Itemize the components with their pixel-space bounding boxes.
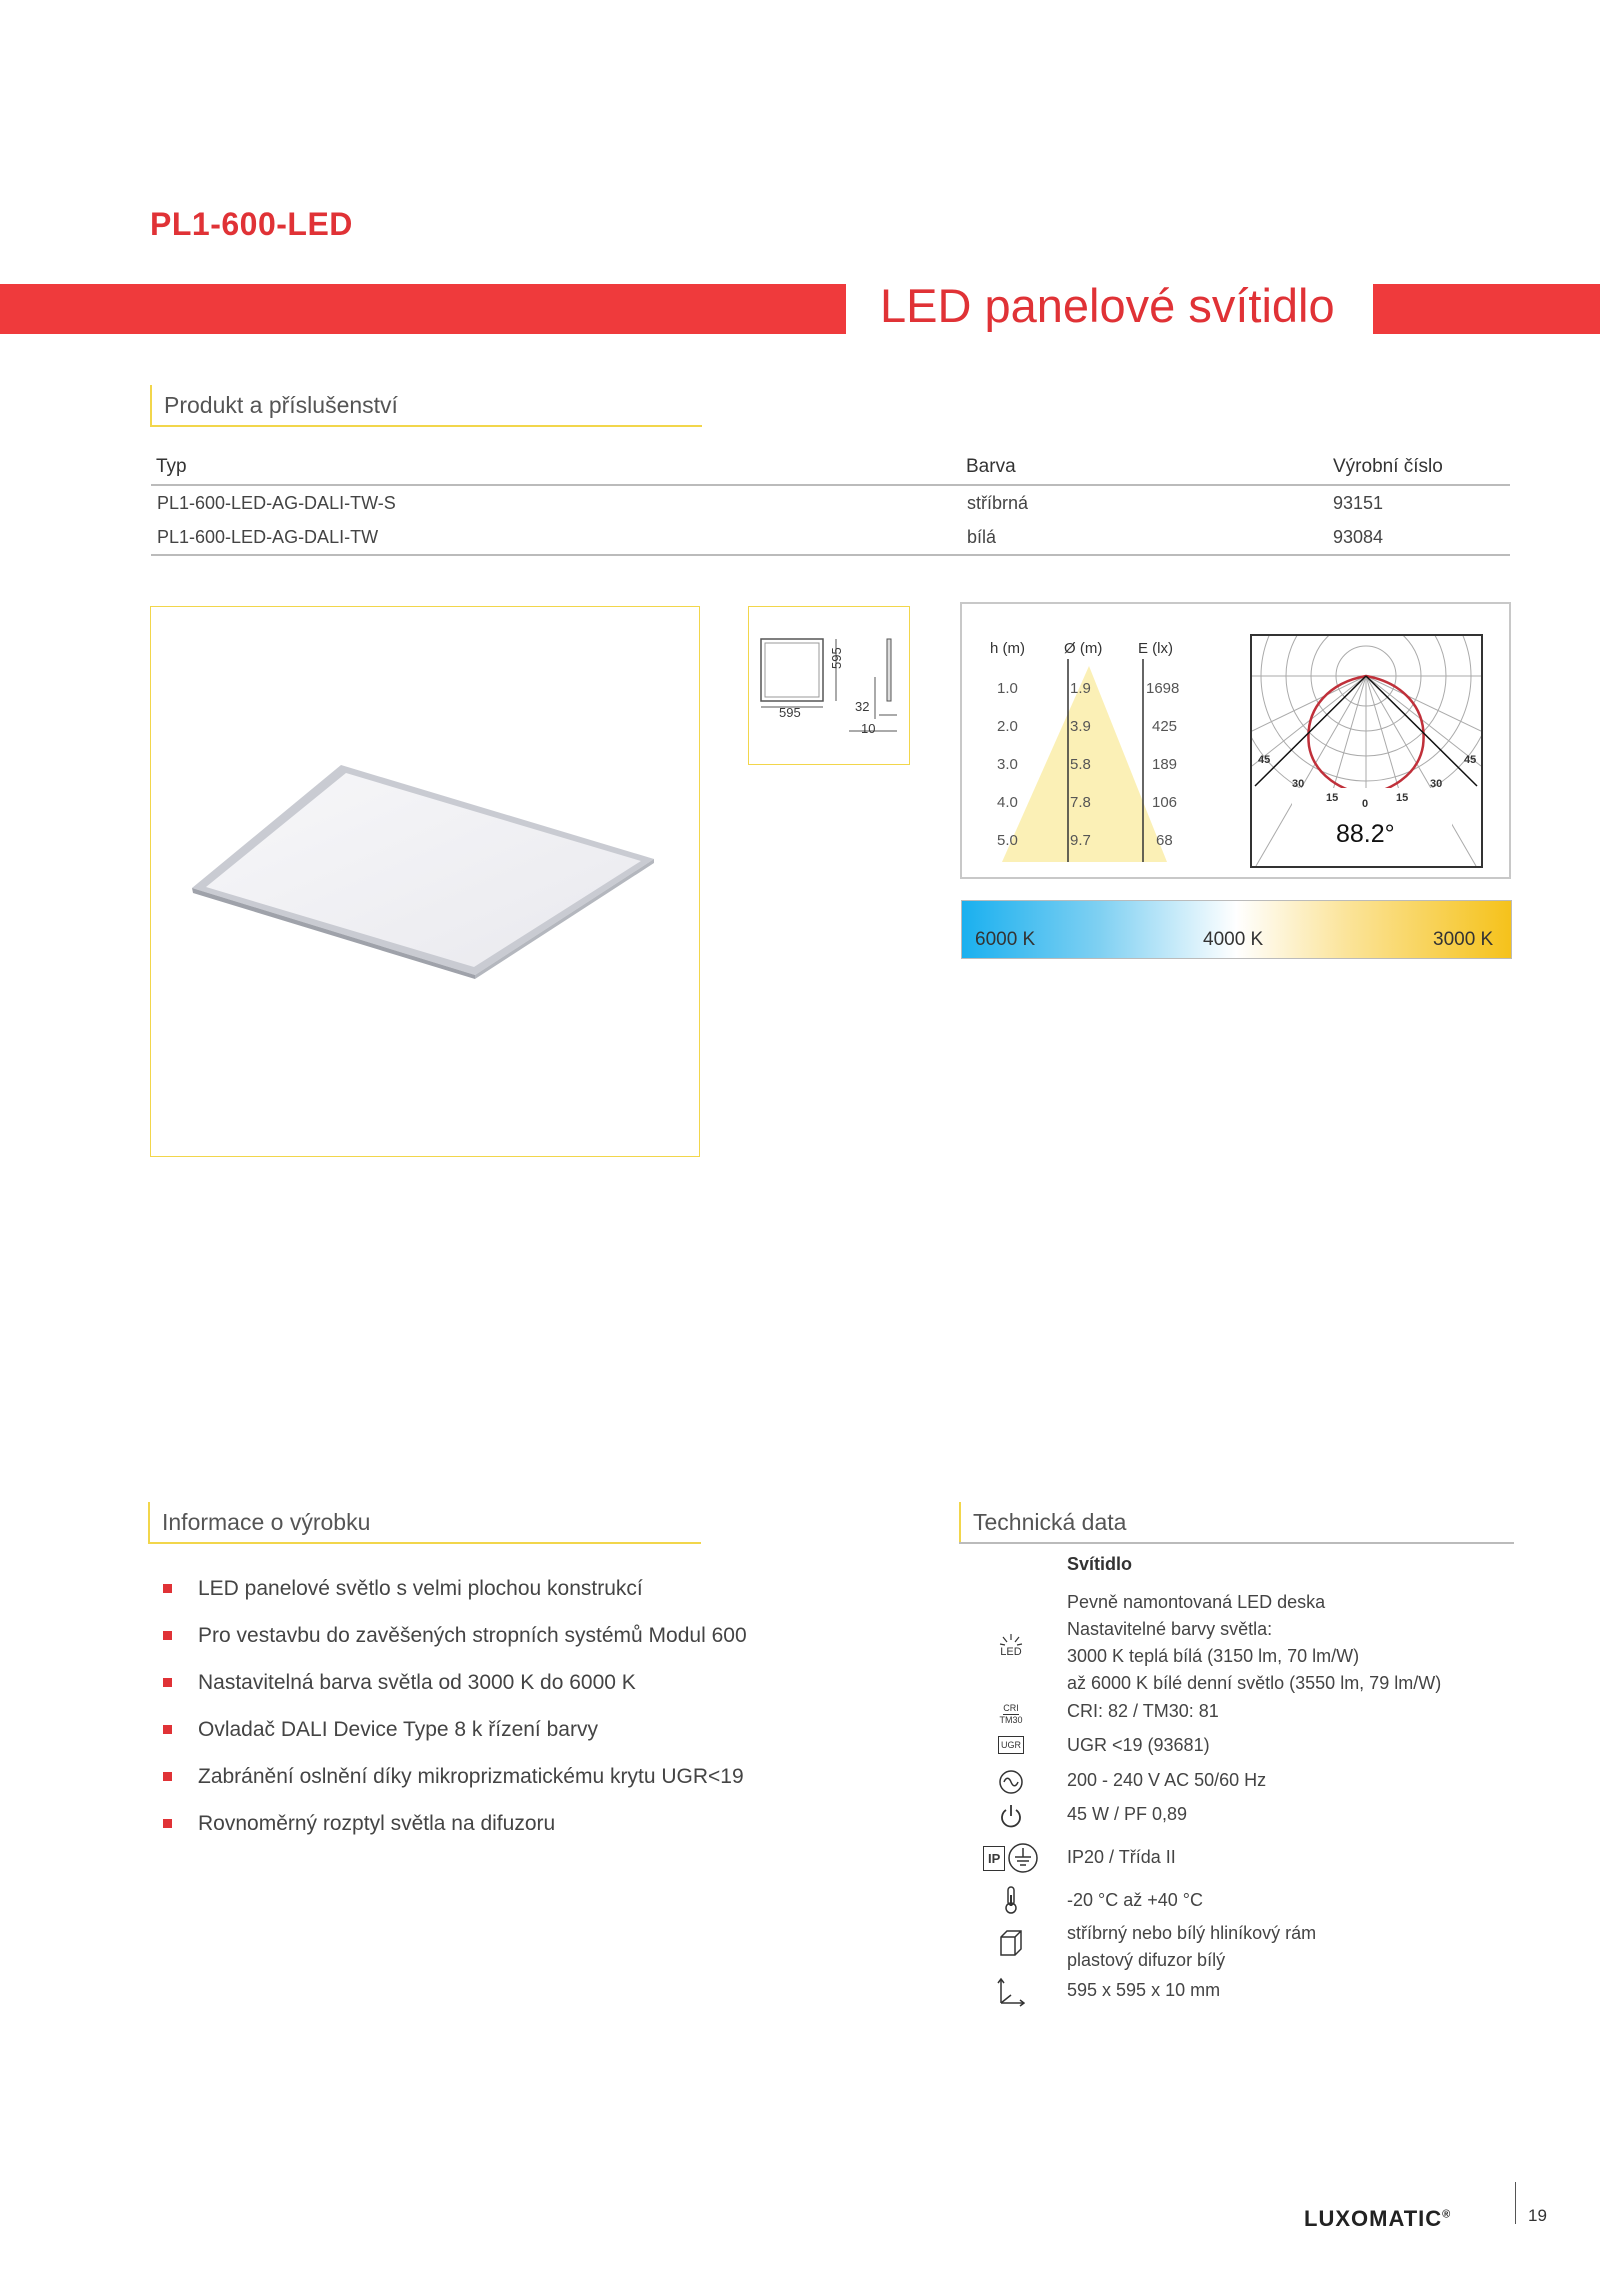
col-header-number: Výrobní číslo (1333, 456, 1443, 477)
polar-label: 15 (1326, 792, 1339, 804)
dim-depth-label: 10 (861, 721, 876, 736)
info-section-header (148, 1502, 701, 1544)
light-cell: 106 (1152, 794, 1178, 811)
light-cell: 2.0 (997, 718, 1018, 735)
light-cell: 3.0 (997, 756, 1018, 773)
info-heading: Informace o výrobku (148, 1502, 701, 1542)
tech-led-line: 3000 K teplá bílá (3150 lm, 70 lm/W) (1067, 1646, 1360, 1666)
ugr-icon (996, 1733, 1026, 1757)
red-bar-left (0, 284, 846, 334)
table-row (982, 794, 1202, 832)
table-header-row (151, 450, 1510, 486)
table-row (151, 520, 1510, 556)
tech-material-line: plastový difuzor bílý (1067, 1950, 1226, 1970)
ip-icon-label: IP (983, 1846, 1005, 1871)
led-icon (996, 1628, 1026, 1664)
brand-name: LUXOMATIC (1304, 2206, 1443, 2231)
tech-subheading: Svítidlo (1067, 1554, 1133, 1574)
class-ii-icon (1007, 1842, 1039, 1874)
tech-temperature: -20 °C až +40 °C (1067, 1890, 1203, 1910)
ugr-icon-label: UGR (998, 1736, 1024, 1754)
light-cell: 4.0 (997, 794, 1018, 811)
light-col-e: E (lx) (1138, 640, 1173, 657)
polar-label: 0 (1362, 798, 1369, 810)
polar-label: 30 (1430, 778, 1443, 790)
tech-material-block (1067, 1920, 1316, 1974)
light-cell: 1698 (1146, 680, 1180, 697)
product-photo (150, 606, 700, 1157)
products-heading: Produkt a příslušenství (150, 385, 702, 425)
tech-cri: CRI: 82 / TM30: 81 (1067, 1701, 1219, 1721)
light-distribution-panel (960, 602, 1511, 879)
cct-gradient-bar (961, 900, 1512, 959)
bullet-text: Pro vestavbu do zavěšených stropních systémů Modul 600 (198, 1624, 747, 1647)
led-rays (999, 1634, 1023, 1646)
light-cell: 189 (1152, 756, 1178, 773)
tm30-icon-label: TM30 (999, 1714, 1023, 1725)
brand-registered: ® (1442, 2208, 1452, 2221)
page-title: LED panelové svítidlo (880, 279, 1335, 332)
tech-section-header (959, 1502, 1514, 1544)
light-table-header (980, 640, 1200, 670)
led-icon-label: LED (1000, 1646, 1022, 1658)
bullet-text: LED panelové světlo s velmi plochou konstrukcí (198, 1577, 643, 1600)
cell-number: 93084 (1333, 527, 1384, 547)
bullet-text: Nastavitelná barva světla od 3000 K do 6000 K (198, 1671, 636, 1694)
tech-material-line: stříbrný nebo bílý hliníkový rám (1067, 1923, 1317, 1943)
tech-led-block (1067, 1589, 1441, 1697)
cell-number: 93151 (1333, 493, 1384, 513)
light-cell: 68 (1156, 832, 1173, 849)
tech-voltage: 200 - 240 V AC 50/60 Hz (1067, 1770, 1267, 1790)
light-col-h: h (m) (990, 640, 1025, 657)
cri-icon-label: CRI (1003, 1702, 1019, 1713)
cell-type: PL1-600-LED-AG-DALI-TW-S (157, 493, 396, 513)
bullet-text: Rovnoměrný rozptyl světla na difuzoru (198, 1812, 556, 1835)
tech-ip: IP20 / Třída II (1067, 1847, 1176, 1867)
table-row (982, 832, 1202, 870)
products-heading-line (150, 425, 702, 427)
light-table-body (982, 680, 1202, 870)
col-header-color: Barva (966, 456, 1016, 477)
brand-logo (1304, 2206, 1451, 2232)
tech-size: 595 x 595 x 10 mm (1067, 1980, 1221, 2000)
tech-led-line: až 6000 K bílé denní světlo (3550 lm, 79 lm/W) (1067, 1673, 1442, 1693)
ip-class-icon (983, 1842, 1047, 1874)
cri-icon (996, 1700, 1026, 1728)
cct-cold-label: 6000 K (975, 929, 1036, 950)
red-bar-right (1373, 284, 1600, 334)
table-row (982, 680, 1202, 718)
bullet-icon (163, 1631, 172, 1640)
light-cell: 3.9 (1070, 718, 1091, 735)
bullet-icon (163, 1678, 172, 1687)
tech-ugr: UGR <19 (93681) (1067, 1735, 1210, 1755)
table-row (982, 718, 1202, 756)
info-heading-line (148, 1542, 701, 1544)
cell-color: stříbrná (967, 493, 1029, 513)
tech-heading-line (959, 1542, 1514, 1544)
light-table (980, 640, 1200, 670)
polar-diagram (1250, 634, 1483, 868)
bullet-icon (163, 1819, 172, 1828)
polar-label: 45 (1464, 754, 1477, 766)
light-cell: 5.8 (1070, 756, 1091, 773)
tech-heading: Technická data (959, 1502, 1514, 1542)
light-cell: 425 (1152, 718, 1178, 735)
cell-color: bílá (967, 527, 997, 547)
cct-warm-label: 3000 K (1433, 929, 1494, 950)
dim-width-label: 595 (779, 705, 801, 720)
dim-height-label: 595 (829, 647, 844, 669)
led-panel-image (151, 607, 698, 1155)
power-icon (996, 1802, 1026, 1830)
cct-mid-label: 4000 K (1203, 929, 1264, 950)
bullet-icon (163, 1725, 172, 1734)
dim-frame-label: 32 (855, 699, 870, 714)
dimension-drawing (748, 606, 910, 765)
light-cell: 9.7 (1070, 832, 1091, 849)
dimension-lines (749, 607, 908, 763)
thermometer-icon (996, 1884, 1026, 1916)
bullet-icon (163, 1584, 172, 1593)
polar-label: 45 (1258, 754, 1271, 766)
tech-power: 45 W / PF 0,89 (1067, 1804, 1188, 1824)
cell-type: PL1-600-LED-AG-DALI-TW (157, 527, 379, 547)
model-title: PL1-600-LED (150, 206, 353, 242)
page-number-rule (1515, 2182, 1516, 2224)
dimensions-icon (996, 1976, 1026, 2008)
beam-angle: 88.2° (1336, 820, 1395, 848)
light-cell: 1.0 (997, 680, 1018, 697)
ac-power-icon (996, 1768, 1026, 1796)
col-header-type: Typ (156, 456, 187, 477)
polar-label: 15 (1396, 792, 1409, 804)
bullet-text: Zabránění oslnění díky mikroprizmatickému krytu UGR<19 (198, 1765, 744, 1788)
products-section-header (150, 385, 702, 427)
polar-label: 30 (1292, 778, 1305, 790)
table-row (151, 486, 1510, 520)
light-cell: 5.0 (997, 832, 1018, 849)
housing-icon (996, 1928, 1026, 1958)
light-col-d: Ø (m) (1064, 640, 1103, 657)
light-cell: 7.8 (1070, 794, 1091, 811)
table-row (982, 756, 1202, 794)
page-number: 19 (1528, 2206, 1547, 2225)
tech-led-line: Pevně namontovaná LED deska (1067, 1592, 1326, 1612)
bullet-icon (163, 1772, 172, 1781)
bullet-text: Ovladač DALI Device Type 8 k řízení barvy (198, 1718, 598, 1741)
light-cell: 1.9 (1070, 680, 1091, 697)
tech-led-line: Nastavitelné barvy světla: (1067, 1619, 1273, 1639)
products-table (151, 450, 1510, 556)
